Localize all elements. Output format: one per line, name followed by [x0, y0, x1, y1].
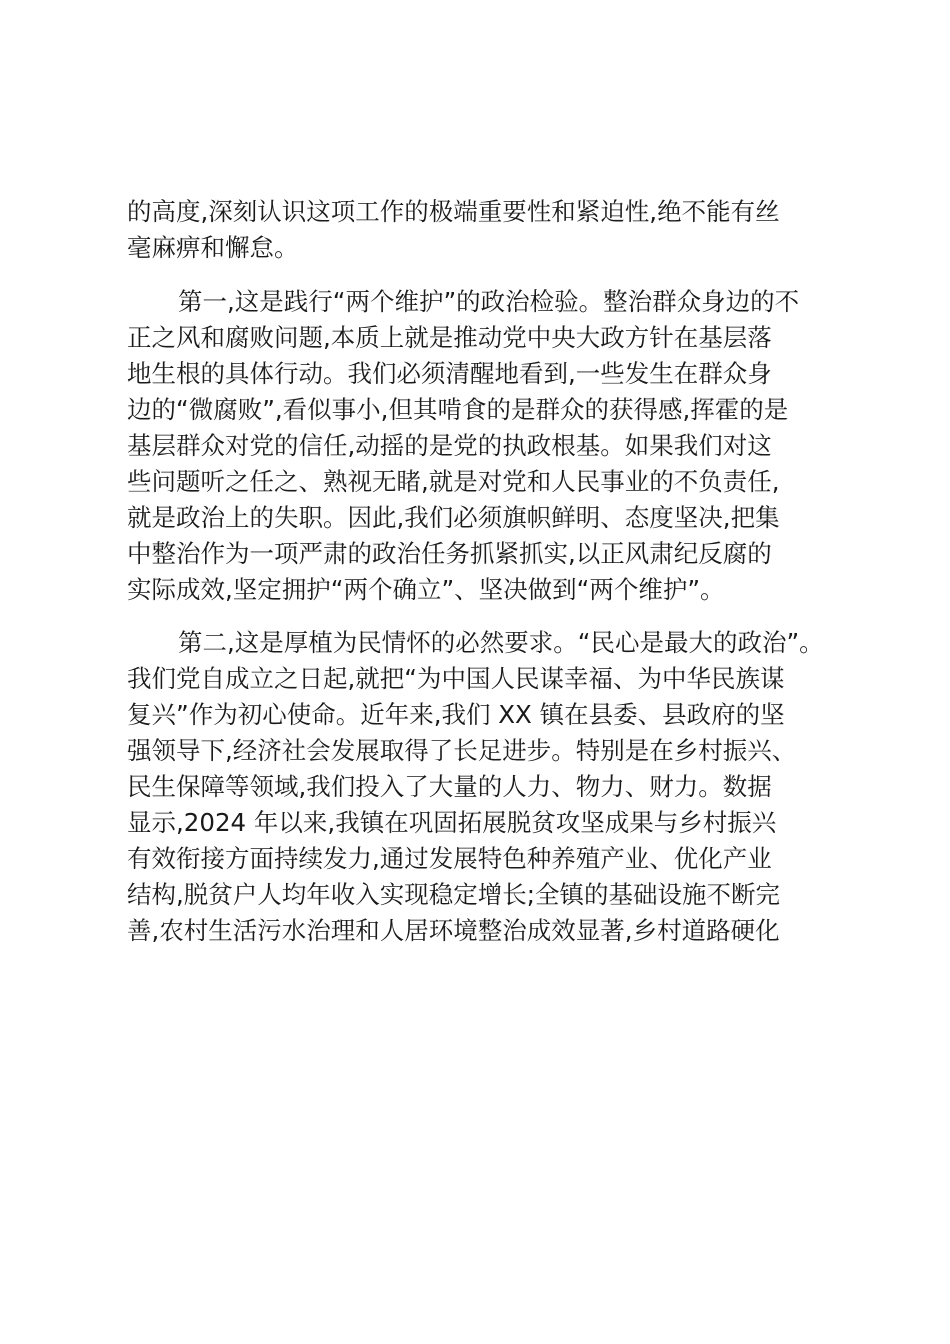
- paragraph-spacing: [127, 266, 837, 284]
- text-line: 边的“微腐败”,看似事小,但其啃食的是群众的获得感,挥霍的是: [127, 394, 789, 424]
- text-line: 第一,这是践行“两个维护”的政治检验。整治群众身边的不: [178, 286, 800, 316]
- text-line: 基层群众对党的信任,动摇的是党的执政根基。如果我们对这: [127, 430, 772, 460]
- text-line: 有效衔接方面持续发力,通过发展特色种养殖产业、优化产业: [127, 844, 772, 873]
- paragraph-first-point: [127, 284, 837, 608]
- text-line: 中整治作为一项严肃的政治任务抓紧抓实,以正风肃纪反腐的: [127, 538, 772, 568]
- text-line: 些问题听之任之、熟视无睹,就是对党和人民事业的不负责任,: [127, 466, 780, 496]
- text-line: 第二,这是厚植为民情怀的必然要求。“民心是最大的政治”。: [178, 628, 824, 657]
- text-line: 复兴”作为初心使命。近年来,我们 XX 镇在县委、县政府的坚: [127, 700, 785, 729]
- paragraph-spacing: [127, 608, 837, 626]
- text-line: 善,农村生活污水治理和人居环境整治成效显著,乡村道路硬化: [127, 916, 780, 945]
- document-body: [127, 194, 837, 949]
- text-line: 强领导下,经济社会发展取得了长足进步。特别是在乡村振兴、: [127, 736, 797, 765]
- paragraph-continuation: [127, 194, 837, 266]
- text-line: 我们党自成立之日起,就把“为中国人民谋幸福、为中华民族谋: [127, 664, 785, 693]
- text-line: 结构,脱贫户人均年收入实现稳定增长;全镇的基础设施不断完: [127, 880, 781, 909]
- paragraph-second-point: [127, 625, 837, 949]
- text-line: 的高度,深刻认识这项工作的极端重要性和紧迫性,绝不能有丝: [127, 197, 780, 226]
- text-line: 实际成效,坚定拥护“两个确立”、坚决做到“两个维护”。: [127, 574, 725, 604]
- text-line: 地生根的具体行动。我们必须清醒地看到,一些发生在群众身: [127, 358, 772, 388]
- text-line: 就是政治上的失职。因此,我们必须旗帜鲜明、态度坚决,把集: [127, 502, 780, 532]
- text-line: 民生保障等领域,我们投入了大量的人力、物力、财力。数据: [127, 772, 772, 801]
- text-line: 正之风和腐败问题,本质上就是推动党中央大政方针在基层落: [127, 322, 772, 352]
- text-line: 显示,2024 年以来,我镇在巩固拓展脱贫攻坚成果与乡村振兴: [127, 808, 777, 837]
- text-line: 毫麻痹和懈怠。: [127, 233, 299, 262]
